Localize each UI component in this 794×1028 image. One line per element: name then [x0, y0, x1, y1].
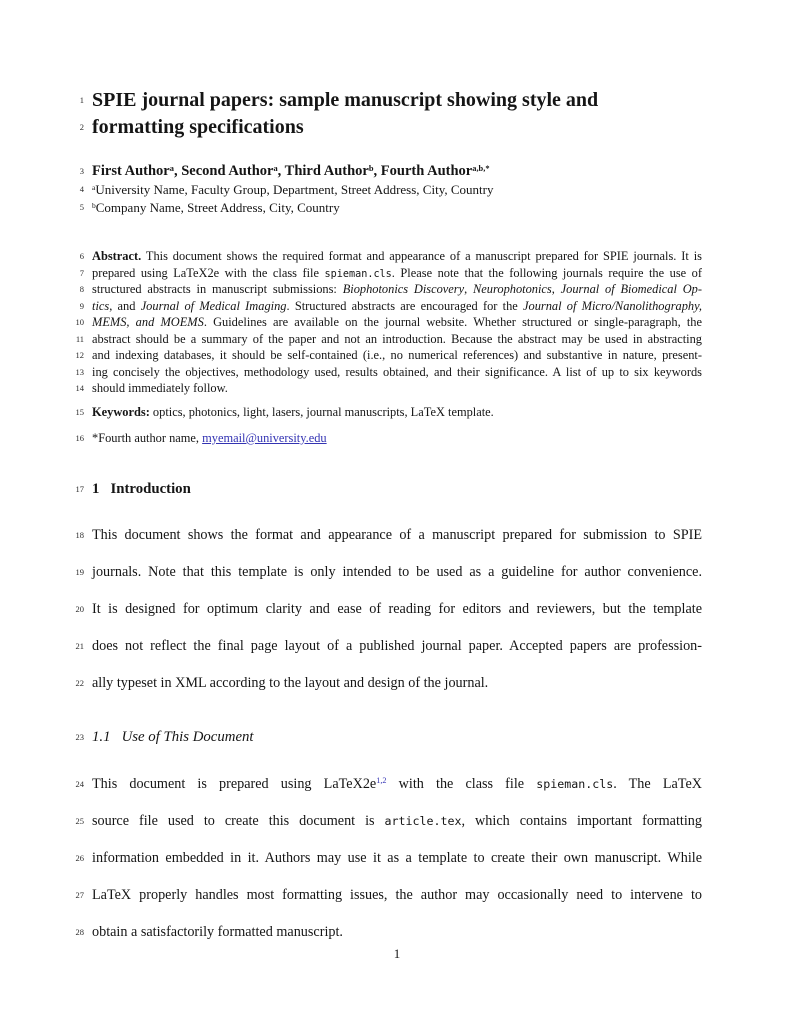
plain-text: prepared using LaTeX2e with the class file [92, 265, 325, 280]
line-text [92, 87, 702, 114]
block-keywords [75, 404, 702, 421]
plain-text: . The LaTeX [613, 775, 703, 792]
line-number: 6 [79, 251, 84, 261]
plain-text: It is designed for optimum clarity and ease of reading for editors and reviewers, but the template [92, 600, 702, 617]
block-abstract [75, 248, 703, 397]
plain-text: , [551, 282, 561, 296]
plain-text: ally typeset in XML according to the layout and design of the journal. [92, 674, 489, 691]
plain-text: This document is prepared using LaTeX2e [92, 775, 377, 792]
plain-text: Company Name, Street Address, City, Country [95, 199, 340, 215]
document-line-21 [75, 628, 702, 665]
line-number: 17 [75, 483, 84, 494]
line-text [92, 480, 702, 498]
superscript: b [92, 200, 96, 210]
plain-text: This document shows the format and appearance of a manuscript prepared for submission to SPIE [92, 526, 702, 543]
line-text [92, 404, 702, 421]
italic-text: MEMS, and MOEMS [92, 315, 204, 329]
document-line-1 [79, 87, 702, 114]
plain-text: abstract should be a summary of the paper and not an introduction. Because the abstract may be used in abstracting [92, 331, 702, 346]
line-number: 21 [75, 640, 84, 651]
line-number: 12 [75, 350, 84, 360]
document-line-9 [79, 298, 703, 315]
block-correspondence [75, 430, 702, 447]
plain-text: First Author [92, 163, 170, 179]
line-text [92, 766, 702, 804]
document-line-23 [75, 728, 702, 746]
document-line-5 [79, 199, 702, 217]
plain-text: 1 Introduction [92, 480, 191, 497]
plain-text: and indexing databases, it should be self-contained (i.e., no numerical references) and substantive in nature, present- [92, 348, 702, 362]
email-link[interactable]: myemail@university.edu [202, 431, 327, 445]
line-text [92, 628, 702, 665]
line-number: 11 [75, 333, 84, 344]
line-text [92, 347, 702, 364]
line-text [92, 162, 702, 182]
plain-text: should immediately follow. [92, 381, 228, 395]
bold-text: Keywords: [92, 404, 150, 419]
line-text [92, 840, 702, 877]
line-number: 19 [75, 566, 84, 577]
line-number: 23 [75, 731, 84, 742]
bold-text: Abstract. [92, 249, 142, 263]
plain-text: journals. Note that this template is only intended to be used as a guideline for author convenience. [92, 563, 702, 580]
plain-text: structured abstracts in manuscript submissions: [92, 282, 343, 296]
line-number: 24 [75, 778, 84, 789]
line-text [92, 114, 702, 141]
block-paragraph-2 [75, 766, 703, 951]
line-text [92, 517, 702, 554]
document-line-6 [79, 248, 702, 265]
line-text [92, 554, 702, 591]
line-number: 26 [75, 852, 84, 863]
document-line-18 [75, 517, 702, 554]
line-number: 5 [79, 201, 84, 212]
line-number: 4 [79, 184, 84, 194]
line-number: 15 [75, 406, 84, 417]
document-line-26 [75, 840, 702, 877]
plain-text: LaTeX properly handles most formatting issues, the author may occasionally need to intervene to [92, 886, 702, 903]
italic-text: Journal of Micro/Nanolithography, [523, 298, 703, 313]
code-text: spieman.cls [536, 776, 614, 791]
page-number: 1 [393, 946, 401, 961]
document-line-20 [75, 591, 702, 628]
plain-text: . Please note that the following journals require the use of [391, 265, 702, 280]
line-number: 27 [75, 889, 84, 900]
line-number: 9 [79, 300, 84, 311]
document-line-7 [79, 265, 702, 282]
plain-text: , and [109, 298, 141, 313]
superscript: a,b,* [472, 163, 490, 173]
plain-text: University Name, Faculty Group, Department, Street Address, City, Country [95, 182, 494, 197]
plain-text: information embedded in it. Authors may use it as a template to create their own manuscript. While [92, 849, 702, 866]
line-number: 7 [79, 267, 84, 278]
plain-text: obtain a satisfactorily formatted manuscript. [92, 923, 343, 940]
document-line-22 [75, 665, 702, 702]
line-text [92, 877, 702, 914]
line-text [92, 728, 702, 746]
superscript: b [368, 163, 374, 173]
line-text [92, 380, 702, 397]
document-line-8 [79, 281, 702, 298]
italic-text: Neurophotonics [473, 282, 552, 296]
plain-text: , which contains important formatting [461, 812, 702, 829]
plain-text: , Second Author [173, 163, 274, 179]
line-number: 25 [75, 815, 84, 826]
document-line-16 [75, 430, 702, 447]
document-line-3 [79, 162, 702, 181]
plain-text: with the class file [386, 775, 537, 792]
code-text: article.tex [384, 813, 462, 828]
plain-text: *Fourth author name, [92, 431, 203, 445]
line-number: 14 [75, 383, 84, 393]
italic-text: Journal of Medical Imaging [140, 298, 287, 313]
plain-text: This document shows the required format and appearance of a manuscript prepared for SPIE journals. It is [141, 249, 702, 263]
line-text [92, 298, 702, 315]
block-section-heading [75, 480, 702, 498]
line-text [92, 591, 702, 628]
line-number: 16 [75, 433, 84, 443]
plain-text: source file used to create this document is [92, 812, 385, 829]
line-text [92, 665, 702, 702]
document-line-15 [75, 404, 702, 421]
document-line-14 [75, 380, 702, 397]
document-line-13 [75, 364, 702, 381]
line-number: 20 [75, 603, 84, 614]
document-line-11 [75, 331, 702, 348]
document-line-27 [75, 877, 702, 914]
line-text [92, 281, 702, 298]
superscript: a [92, 183, 96, 193]
plain-text: formatting specifications [92, 116, 304, 138]
plain-text: does not reflect the final page layout of a published journal paper. Accepted papers are profession- [92, 637, 702, 654]
document-line-25 [75, 803, 702, 840]
plain-text: 1.1 Use of This Document [92, 728, 254, 745]
line-number: 1 [79, 95, 84, 105]
plain-text: ing concisely the objectives, methodology used, results obtained, and their significance. A list of up to six keywords [92, 364, 702, 379]
line-number: 22 [75, 677, 84, 688]
block-title [79, 87, 702, 141]
document-line-10 [75, 314, 702, 331]
plain-text: , Fourth Author [373, 163, 473, 179]
line-number: 3 [79, 166, 84, 176]
document-line-2 [79, 114, 702, 141]
line-text [92, 914, 702, 951]
document-line-17 [75, 480, 702, 498]
line-number: 10 [75, 317, 84, 327]
plain-text: . Guidelines are available on the journal website. Whether structured or single-paragraph, the [203, 315, 702, 329]
document-line-12 [75, 347, 702, 364]
line-text [92, 314, 702, 331]
document-line-28 [75, 914, 702, 951]
line-text [92, 803, 702, 840]
line-text [92, 199, 702, 219]
plain-text: , [464, 282, 474, 296]
superscript: a [169, 163, 174, 173]
italic-text: Biophotonics Discovery [342, 282, 465, 296]
block-subsection-heading [75, 728, 702, 746]
document-line-19 [75, 554, 702, 591]
line-number: 13 [75, 366, 84, 377]
plain-text: SPIE journal papers: sample manuscript showing style and [92, 89, 599, 111]
manuscript-content [75, 0, 703, 951]
plain-text: optics, photonics, light, lasers, journal manuscripts, LaTeX template. [149, 404, 494, 419]
plain-text: . Structured abstracts are encouraged for the [286, 298, 524, 313]
line-text [92, 364, 702, 381]
line-number: 18 [75, 529, 84, 540]
line-text [92, 430, 702, 447]
plain-text: , Third Author [277, 163, 369, 179]
block-paragraph-1 [75, 517, 702, 702]
line-number: 2 [79, 122, 84, 132]
block-authors [79, 162, 702, 216]
line-text [92, 248, 702, 265]
citation-link[interactable]: 1,2 [376, 776, 387, 786]
document-line-24 [75, 766, 703, 803]
line-number: 8 [79, 284, 84, 294]
italic-text: tics [92, 298, 110, 313]
superscript: a [273, 163, 278, 173]
line-text [92, 331, 702, 348]
italic-text: Journal of Biomedical Op- [560, 282, 702, 296]
line-number: 28 [75, 926, 84, 937]
code-text: spieman.cls [324, 268, 392, 280]
document-line-4 [79, 181, 702, 199]
